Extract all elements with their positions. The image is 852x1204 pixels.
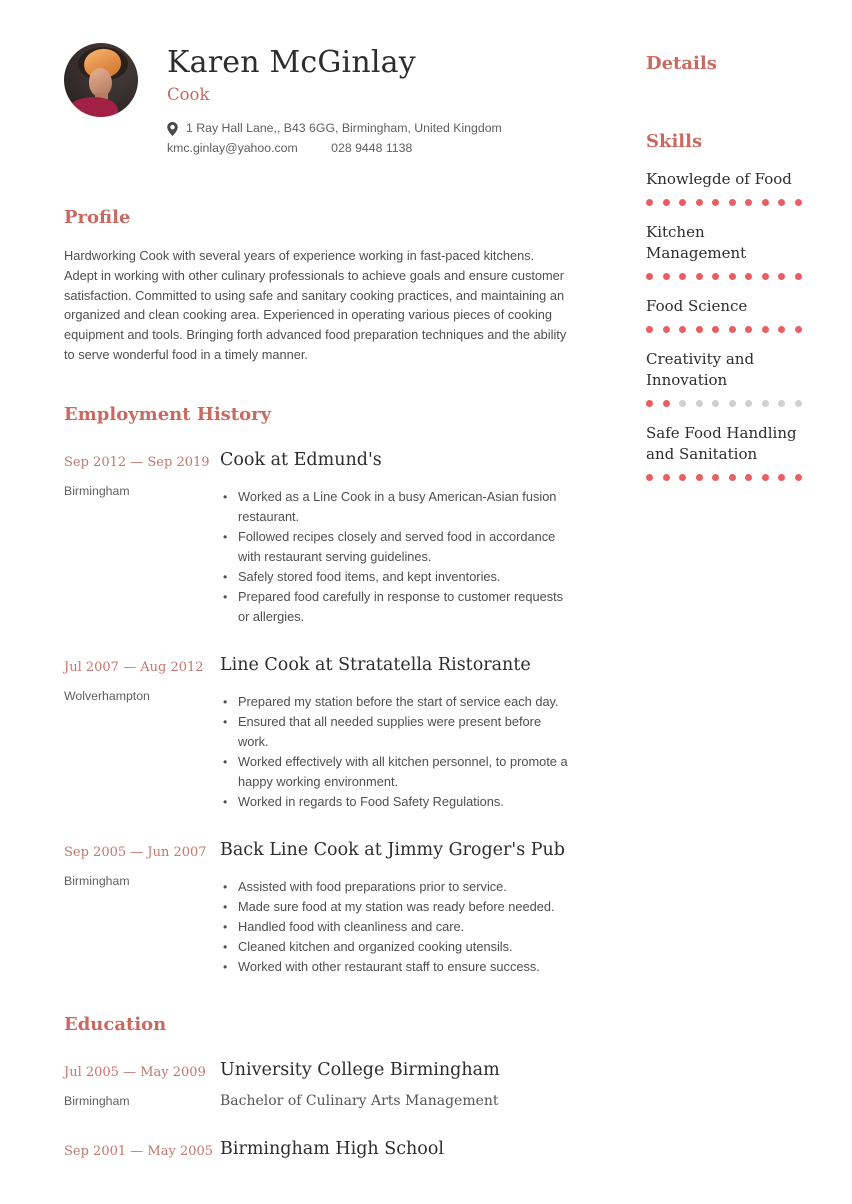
- rating-dot-filled: [696, 273, 703, 280]
- rating-dot-filled: [745, 326, 752, 333]
- job-entry-meta: [64, 839, 220, 977]
- skill-item: [646, 169, 802, 206]
- job-dates: Sep 2012 — Sep 2019: [64, 454, 210, 470]
- rating-dot-filled: [679, 199, 686, 206]
- rating-dot-empty: [729, 400, 736, 407]
- job-title: Line Cook at Stratatella Ristorante: [220, 654, 531, 675]
- job-entry: [64, 839, 568, 977]
- skill-rating: [646, 326, 802, 333]
- skill-rating: [646, 199, 802, 206]
- rating-dot-filled: [663, 199, 670, 206]
- rating-dot-filled: [778, 273, 785, 280]
- education-entry: [64, 1059, 568, 1111]
- contact-address-row: [167, 119, 502, 138]
- rating-dot-filled: [712, 326, 719, 333]
- rating-dot-filled: [729, 199, 736, 206]
- rating-dot-filled: [663, 326, 670, 333]
- job-bullet: • Worked with other restaurant staff to ensure success.: [220, 957, 568, 977]
- job-entry: [64, 654, 568, 812]
- phone-text: 028 9448 1138: [331, 141, 413, 155]
- job-bullet: • Ensured that all needed supplies were present before work.: [220, 712, 568, 752]
- rating-dot-empty: [778, 400, 785, 407]
- rating-dot-filled: [745, 474, 752, 481]
- job-bullet: • Prepared my station before the start of service each day.: [220, 692, 568, 712]
- job-bullet: • Safely stored food items, and kept inventories.: [220, 567, 568, 587]
- job-bullet: • Worked as a Line Cook in a busy American-Asian fusion restaurant.: [220, 487, 568, 527]
- rating-dot-filled: [762, 273, 769, 280]
- profile-heading: Profile: [64, 207, 131, 228]
- rating-dot-empty: [745, 400, 752, 407]
- header-text: [167, 43, 502, 158]
- job-location: Birmingham: [64, 483, 130, 498]
- education-entry-meta: [64, 1138, 220, 1161]
- avatar: [64, 43, 138, 117]
- degree-name: Bachelor of Culinary Arts Management: [220, 1092, 499, 1109]
- rating-dot-filled: [795, 474, 802, 481]
- rating-dot-filled: [762, 199, 769, 206]
- rating-dot-filled: [696, 474, 703, 481]
- rating-dot-filled: [663, 400, 670, 407]
- education-entries: [64, 1059, 568, 1161]
- rating-dot-empty: [696, 400, 703, 407]
- rating-dot-empty: [795, 400, 802, 407]
- rating-dot-filled: [712, 199, 719, 206]
- rating-dot-filled: [679, 273, 686, 280]
- employment-entries: [64, 449, 568, 977]
- job-entry-meta: [64, 654, 220, 812]
- rating-dot-filled: [646, 474, 653, 481]
- skills-heading: Skills: [646, 131, 703, 152]
- contact-email-phone-row: [167, 139, 502, 158]
- rating-dot-filled: [729, 474, 736, 481]
- avatar-shirt: [64, 94, 119, 117]
- job-bullet-list: [220, 692, 568, 812]
- skill-name: Kitchen Management: [646, 223, 747, 262]
- skill-name: Food Science: [646, 297, 748, 315]
- skill-name: Knowlegde of Food: [646, 170, 792, 188]
- job-entry-body: [220, 449, 568, 627]
- skill-item: [646, 349, 802, 407]
- job-location: Wolverhampton: [64, 688, 150, 703]
- employment-heading: Employment History: [64, 403, 272, 425]
- skill-item: [646, 296, 802, 333]
- skill-rating: [646, 474, 802, 481]
- rating-dot-filled: [729, 273, 736, 280]
- rating-dot-empty: [712, 400, 719, 407]
- rating-dot-filled: [646, 326, 653, 333]
- details-heading: Details: [646, 53, 717, 74]
- education-dates: Jul 2005 — May 2009: [64, 1064, 206, 1080]
- skill-rating: [646, 273, 802, 280]
- contact-block: [167, 119, 502, 158]
- education-dates: Sep 2001 — May 2005: [64, 1143, 214, 1159]
- job-title: Cook at Edmund's: [220, 449, 382, 470]
- rating-dot-filled: [778, 199, 785, 206]
- skill-item: [646, 423, 802, 481]
- job-location: Birmingham: [64, 873, 130, 888]
- job-bullet: • Prepared food carefully in response to customer requests or allergies.: [220, 587, 568, 627]
- location-pin-icon: [167, 122, 178, 136]
- education-entry-meta: [64, 1059, 220, 1111]
- section-employment-history: [64, 403, 568, 977]
- education-entry-body: [220, 1059, 568, 1111]
- skill-item: [646, 222, 802, 280]
- email-text: kmc.ginlay@yahoo.com: [167, 141, 298, 155]
- rating-dot-filled: [646, 199, 653, 206]
- job-bullet: • Made sure food at my station was ready before needed.: [220, 897, 568, 917]
- education-entry-body: [220, 1138, 568, 1161]
- address-text: 1 Ray Hall Lane,, B43 6GG, Birmingham, United Kingdom: [186, 121, 502, 135]
- section-profile: [64, 206, 568, 365]
- rating-dot-filled: [762, 326, 769, 333]
- rating-dot-filled: [712, 474, 719, 481]
- job-entry-body: [220, 654, 568, 812]
- job-entry: [64, 449, 568, 627]
- rating-dot-filled: [778, 326, 785, 333]
- education-location: Birmingham: [64, 1093, 130, 1108]
- skill-name: Safe Food Handling and Sanitation: [646, 424, 797, 463]
- rating-dot-filled: [745, 273, 752, 280]
- main-column: [64, 43, 568, 1161]
- job-bullet: • Followed recipes closely and served food in accordance with restaurant serving guidelines.: [220, 527, 568, 567]
- job-entry-meta: [64, 449, 220, 627]
- job-bullet: • Assisted with food preparations prior to service.: [220, 877, 568, 897]
- person-job-title: Cook: [167, 85, 210, 104]
- job-dates: Jul 2007 — Aug 2012: [64, 659, 204, 675]
- resume-header: [64, 43, 568, 158]
- skill-rating: [646, 400, 802, 407]
- job-bullet-list: [220, 877, 568, 977]
- job-bullet: • Handled food with cleanliness and care.: [220, 917, 568, 937]
- person-name: Karen McGinlay: [167, 45, 416, 80]
- job-bullet: • Cleaned kitchen and organized cooking utensils.: [220, 937, 568, 957]
- education-entry: [64, 1138, 568, 1161]
- rating-dot-filled: [745, 199, 752, 206]
- job-dates: Sep 2005 — Jun 2007: [64, 844, 207, 860]
- rating-dot-filled: [663, 474, 670, 481]
- rating-dot-empty: [762, 400, 769, 407]
- rating-dot-filled: [778, 474, 785, 481]
- rating-dot-filled: [663, 273, 670, 280]
- rating-dot-filled: [729, 326, 736, 333]
- job-bullet: • Worked in regards to Food Safety Regulations.: [220, 792, 568, 812]
- rating-dot-filled: [696, 326, 703, 333]
- rating-dot-filled: [795, 326, 802, 333]
- rating-dot-filled: [795, 273, 802, 280]
- school-name: Birmingham High School: [220, 1138, 444, 1159]
- rating-dot-empty: [679, 400, 686, 407]
- job-bullet-list: [220, 487, 568, 627]
- job-bullet: • Worked effectively with all kitchen personnel, to promote a happy working environment.: [220, 752, 568, 792]
- rating-dot-filled: [646, 400, 653, 407]
- sidebar: [646, 43, 802, 1161]
- rating-dot-filled: [646, 273, 653, 280]
- school-name: University College Birmingham: [220, 1059, 500, 1080]
- education-heading: Education: [64, 1013, 167, 1035]
- rating-dot-filled: [679, 474, 686, 481]
- rating-dot-filled: [712, 273, 719, 280]
- job-entry-body: [220, 839, 568, 977]
- rating-dot-filled: [696, 199, 703, 206]
- rating-dot-filled: [795, 199, 802, 206]
- rating-dot-filled: [679, 326, 686, 333]
- section-education: [64, 1013, 568, 1161]
- profile-text: Hardworking Cook with several years of experience working in fast-paced kitchens. Adept in working with other culinary professionals to achieve goals and ensure customer satisfaction. Committed to using safe and sanitary cooking practices, and maintaining an organized and clean cooking area. Experienced in operating various pieces of cooking equipment and tools. Bringing forth advanced food preparation techniques and the ability to serve wonderful food in a timely manner.: [64, 248, 567, 362]
- rating-dot-filled: [762, 474, 769, 481]
- job-title: Back Line Cook at Jimmy Groger's Pub: [220, 839, 565, 860]
- skill-name: Creativity and Innovation: [646, 350, 755, 389]
